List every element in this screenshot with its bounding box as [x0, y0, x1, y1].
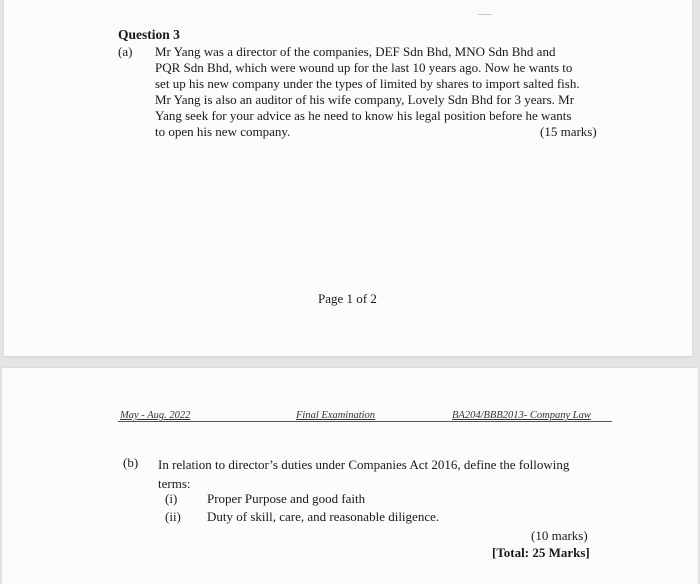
part-b-intro-line-2: terms: — [158, 476, 191, 491]
part-b-label: (b) — [123, 455, 139, 470]
part-a-line-5: Yang seek for your advice as he need to know his legal position before he wants — [155, 108, 572, 123]
header-course-code: BA204/BBB2013- Company Law — [452, 410, 591, 421]
question-title: Question 3 — [118, 27, 180, 42]
part-a-line-4: Mr Yang is also an auditor of his wife company, Lovely Sdn Bhd for 3 years. Mr — [155, 92, 575, 107]
part-a-line-2: PQR Sdn Bhd, which were wound up for the last 10 years ago. Now he wants to — [155, 60, 573, 75]
item-ii-number: (ii) — [165, 509, 181, 524]
item-ii-text: Duty of skill, care, and reasonable diligence. — [207, 509, 440, 524]
header-rule — [118, 421, 612, 422]
part-a-line-1: Mr Yang was a director of the companies, DEF Sdn Bhd, MNO Sdn Bhd and — [155, 44, 556, 59]
part-b-intro-line-1: In relation to director’s duties under Companies Act 2016, define the following — [158, 457, 570, 472]
part-a-marks: (15 marks) — [540, 124, 597, 139]
item-i-number: (i) — [165, 491, 178, 506]
part-b-marks: (10 marks) — [531, 528, 588, 543]
exam-page-2 — [2, 368, 698, 584]
header-term: May - Aug. 2022 — [120, 410, 191, 421]
scan-mark — [478, 14, 492, 15]
page-number: Page 1 of 2 — [318, 291, 377, 306]
part-a-line-3: set up his new company under the types of limited by shares to import salted fish. — [155, 76, 580, 91]
part-a-line-6: to open his new company. — [155, 124, 291, 139]
total-marks: [Total: 25 Marks] — [492, 545, 590, 560]
part-a-label: (a) — [118, 44, 133, 59]
item-i-text: Proper Purpose and good faith — [207, 491, 366, 506]
header-exam-type: Final Examination — [296, 410, 376, 421]
